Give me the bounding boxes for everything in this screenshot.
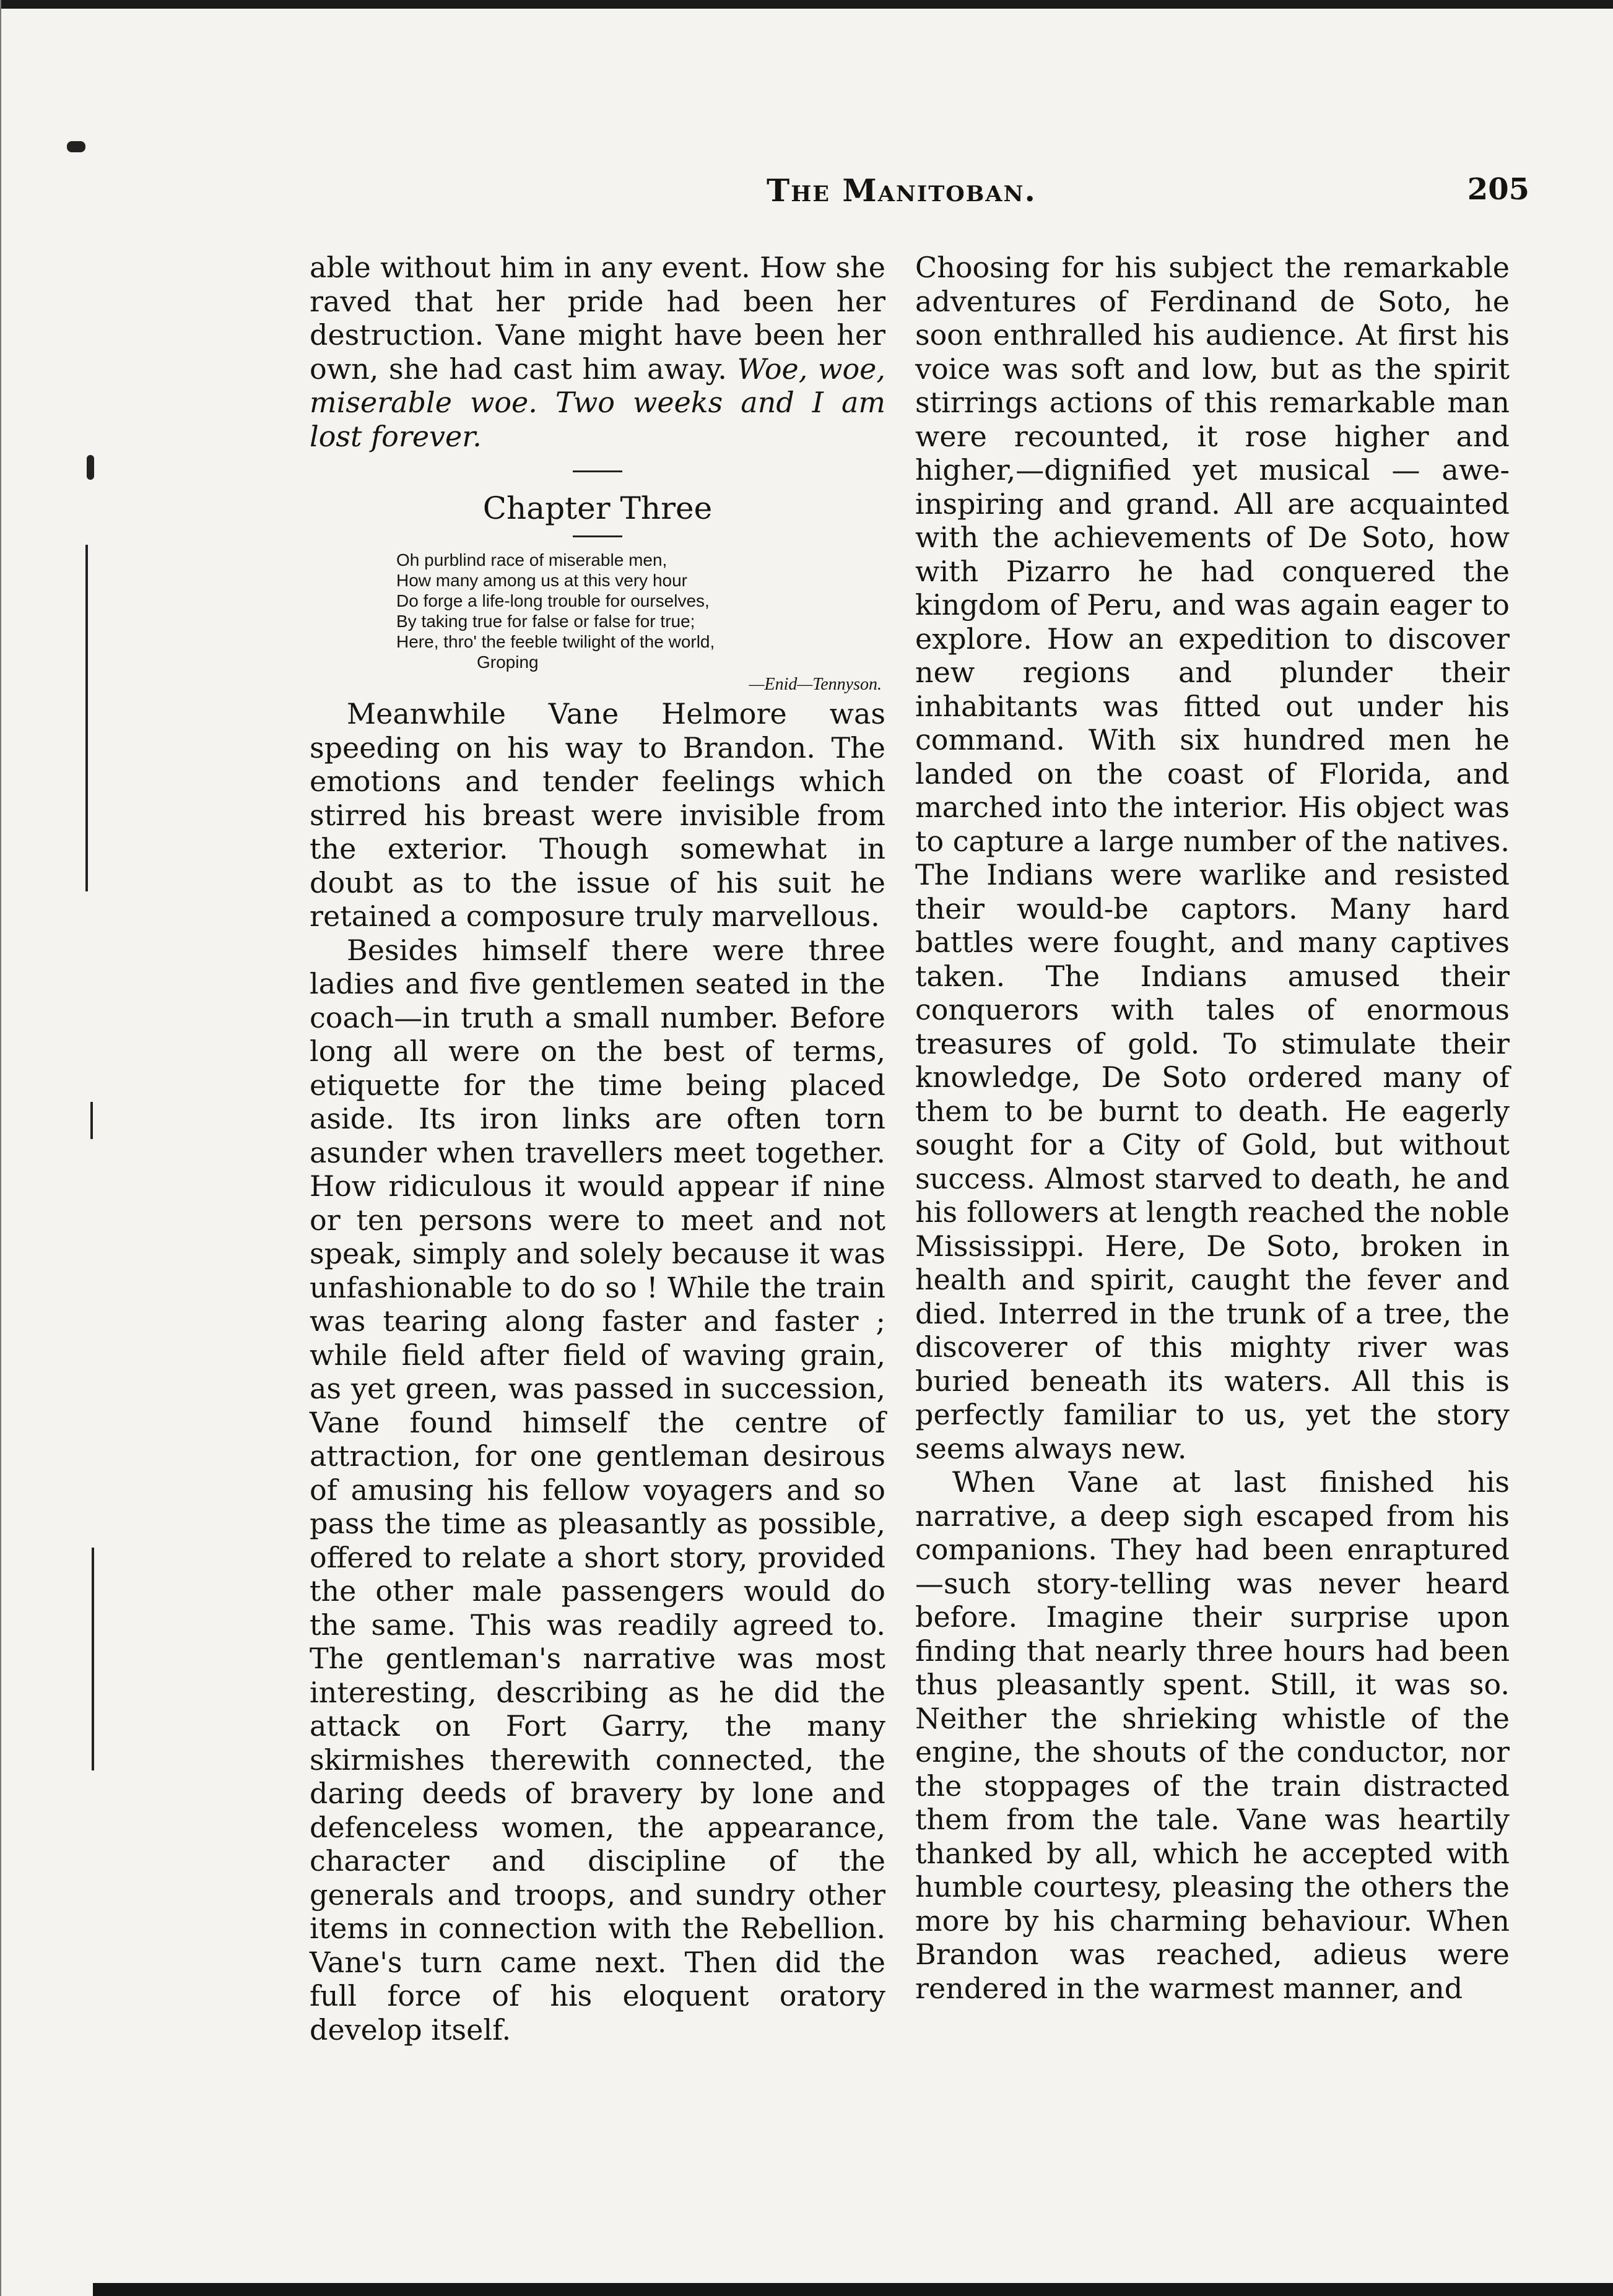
- epigraph: [396, 550, 885, 672]
- body-paragraph: Meanwhile Vane Helmore was speeding on his way to Brandon. The emotions and tender feelings which stirred his breast were invisible from the exterior. Though somewhat in doubt as to the issue of his suit he retained a composure truly marvellous.: [310, 697, 885, 933]
- epigraph-line: Groping: [477, 652, 539, 672]
- margin-mark: [85, 545, 88, 891]
- continued-paragraph: [310, 251, 885, 453]
- epigraph-line: Here, thro' the feeble twilight of the world,: [396, 632, 715, 651]
- margin-mark: [67, 141, 85, 152]
- scan-left-edge: [0, 0, 1, 2296]
- body-paragraph: When Vane at last finished his narrative, a deep sigh escaped from his companions. They had been enraptured—such story-telling was never heard before. Imagine their surprise upon finding that nearly three hours had been thus pleasantly spent. Still, it was so. Neither the shrieking whistle of the engine, the shouts of the conductor, nor the stoppages of the train distracted them from the tale. Vane was heartily thanked by all, which he accepted with humble courtesy, pleasing the others the more by his charming behaviour. When Brandon was reached, adieus were rendered in the warmest manner, and: [915, 1465, 1510, 2005]
- scan-top-edge: [0, 0, 1613, 9]
- left-column: [310, 251, 885, 2047]
- continued-italic-text: Woe, woe, miserable woe. Two weeks and I am lost forever.: [310, 352, 886, 453]
- epigraph-attribution: —Enid—Tennyson.: [749, 675, 882, 694]
- epigraph-line: By taking true for false or false for true;: [396, 612, 695, 631]
- scan-bottom-edge: [93, 2283, 1613, 2296]
- running-title: The Manitoban.: [767, 172, 1037, 209]
- right-column: [915, 251, 1510, 2005]
- page-number: 205: [1467, 172, 1529, 207]
- body-paragraph: Besides himself there were three ladies and five gentlemen seated in the coach—in truth a small number. Before long all were on the best of terms, etiquette for the time being placed aside. Its iron links are often torn asunder when travellers meet together. How ridiculous it would appear if nine or ten persons were to meet and not speak, simply and solely because it was unfashionable to do so ! While the train was tearing along faster and faster ; while field after field of waving grain, as yet green, was passed in succession, Vane found himself the centre of attraction, for one gentleman desirous of amusing his fellow voyagers and so pass the time as pleasantly as possible, offered to relate a short story, provided the other male passengers would do the same. This was readily agreed to. The gentleman's narrative was most interesting, describing as he did the attack on Fort Garry, the many skirmishes therewith connected, the daring deeds of bravery by lone and defenceless women, the appearance, character and discipline of the generals and troops, and sundry other items in connection with the Rebellion. Vane's turn came next. Then did the full force of his eloquent oratory develop itself.: [310, 933, 885, 2047]
- section-rule: [573, 470, 622, 472]
- body-paragraph: Choosing for his subject the remarkable adventures of Ferdinand de Soto, he soon enthralled his audience. At first his voice was soft and low, but as the spirit stirrings actions of this remarkable man were recounted, it rose higher and higher,—dignified yet musical — awe-inspiring and grand. All are acquainted with the achievements of De Soto, how with Pizarro he had conquered the kingdom of Peru, and was again eager to explore. How an expedition to discover new regions and plunder their inhabitants was fitted out under his command. With six hundred men he landed on the coast of Florida, and marched into the interior. His object was to capture a large number of the natives. The Indians were warlike and resisted their would-be captors. Many hard battles were fought, and many captives taken. The Indians amused their conquerors with tales of enormous treasures of gold. To stimulate their knowledge, De Soto ordered many of them to be burnt to death. He eagerly sought for a City of Gold, but without success. Almost starved to death, he and his followers at length reached the noble Mississippi. Here, De Soto, broken in health and spirit, caught the fever and died. Interred in the trunk of a tree, the discoverer of this mighty river was buried beneath its waters. All this is perfectly familiar to us, yet the story seems always new.: [915, 251, 1510, 1465]
- chapter-heading: Chapter Three: [482, 490, 713, 526]
- section-rule: [573, 535, 622, 537]
- epigraph-line: Do forge a life-long trouble for ourselves,: [396, 591, 710, 610]
- continued-text: able without him in any event. How she raved that her pride had been her destruction. Vane might have been her own, she had cast him away.: [310, 251, 885, 386]
- margin-mark: [87, 455, 94, 480]
- page-header: [310, 172, 1529, 215]
- epigraph-line: Oh purblind race of miserable men,: [396, 550, 667, 570]
- epigraph-line: How many among us at this very hour: [396, 571, 687, 590]
- margin-mark: [92, 1548, 94, 1770]
- margin-mark: [90, 1102, 93, 1139]
